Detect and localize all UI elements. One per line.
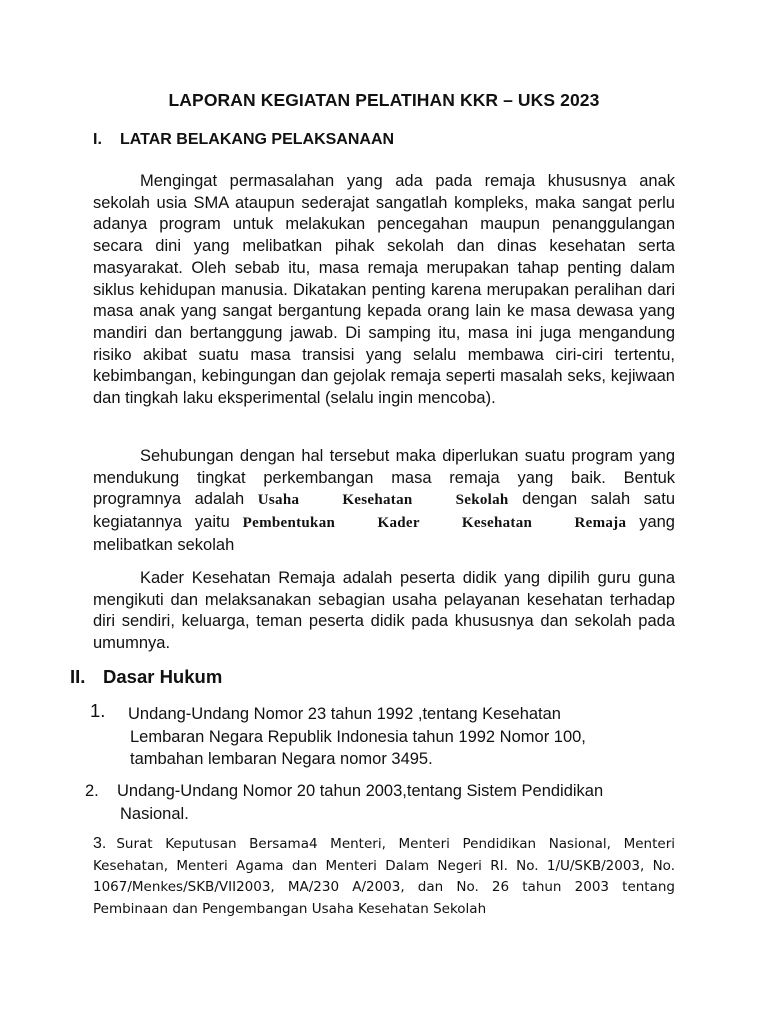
paragraph-background-text: Mengingat permasalahan yang ada pada remaja khususnya anak sekolah usia SMA ataupun sederajat sangatlah kompleks, maka sangat perlu adanya program untuk melakukan pencegahan maupun penanggulangan secara dini yang melibatkan pihak sekolah dan dinas kesehatan serta masyarakat. Oleh sebab itu, masa remaja merupakan tahap penting dalam siklus kehidupan manusia. Dikatakan penting karena merupakan peralihan dari masa anak yang sangat bergantung kepada orang lain ke masa dewasa yang mandiri dan bertanggung jawab. Di samping itu, masa ini juga mengandung risiko akibat suatu masa transisi yang selalu membawa ciri-ciri tertentu, kebimbangan, kebingungan dan gejolak remaja seperti masalah seks, kejiwaan dan tingkah laku eksperimental (selalu ingin mencoba). bbox=[93, 172, 675, 408]
section-2-title: Dasar Hukum bbox=[103, 666, 223, 687]
section-2-heading bbox=[70, 666, 222, 688]
section-2-number: II. bbox=[70, 666, 86, 687]
section-1-heading bbox=[93, 131, 394, 149]
section-1-title: LATAR BELAKANG PELAKSANAAN bbox=[120, 131, 395, 148]
legal-basis-item-1-line-3: tambahan lembaran Negara nomor 3495. bbox=[130, 750, 433, 768]
legal-basis-item-1-line-2: Lembaran Negara Republik Indonesia tahun 1992 Nomor 100, bbox=[130, 727, 586, 746]
document-title: LAPORAN KEGIATAN PELATIHAN KKR – UKS 2023 bbox=[168, 90, 600, 110]
paragraph-program-text-b: dengan salah satu kegiatannya yaitu bbox=[93, 490, 675, 532]
paragraph-program-text-a: Sehubungan dengan hal tersebut maka diperlukan suatu program yang mendukung tingkat perkembangan masa remaja yang baik. Bentuk programnya adalah bbox=[93, 447, 675, 509]
paragraph-kader-definition bbox=[93, 568, 675, 655]
paragraph-background bbox=[93, 171, 675, 410]
legal-basis-item-2 bbox=[85, 780, 604, 825]
legal-basis-item-3-text: Surat Keputusan Bersama4 Menteri, Menteri Pendidikan Nasional, Menteri Kesehatan, Menteri Agama dan Menteri Dalam Negeri RI. No. 1/U/SKB/2003, No. 1067/Menkes/SKB/VII2003, MA/230 A/2003, dan No. 26 tahun 2003 tentang Pembinaan dan Pengembangan Usaha Kesehatan Sekolah bbox=[93, 836, 675, 917]
paragraph-program-text-c: yang melibatkan sekolah bbox=[93, 513, 675, 554]
legal-basis-item-2-line-2: Nasional. bbox=[120, 804, 189, 823]
legal-basis-item-1-line-1: Undang-Undang Nomor 23 tahun 1992 ,tentang Kesehatan bbox=[128, 705, 561, 723]
paragraph-program bbox=[93, 446, 675, 557]
program-name-kkr: Pembentukan Kader Kesehatan Remaja bbox=[242, 515, 627, 532]
legal-basis-item-1 bbox=[90, 700, 586, 771]
program-name-uks: Usaha Kesehatan Sekolah bbox=[257, 492, 509, 509]
legal-basis-item-3 bbox=[93, 833, 675, 920]
legal-basis-item-2-line-1: Undang-Undang Nomor 20 tahun 2003,tentang Sistem Pendidikan bbox=[117, 782, 604, 800]
section-1-number: I. bbox=[93, 131, 102, 148]
legal-basis-item-1-number: 1. bbox=[90, 700, 106, 721]
legal-basis-item-3-number: 3. bbox=[93, 835, 107, 852]
paragraph-kader-text: Kader Kesehatan Remaja adalah peserta didik yang dipilih guru guna mengikuti dan melaksanakan sebagian usaha pelayanan kesehatan terhadap diri sendiri, keluarga, teman peserta didik pada khususnya dan sekolah pada umumnya. bbox=[93, 569, 675, 653]
legal-basis-item-2-number: 2. bbox=[85, 782, 99, 800]
